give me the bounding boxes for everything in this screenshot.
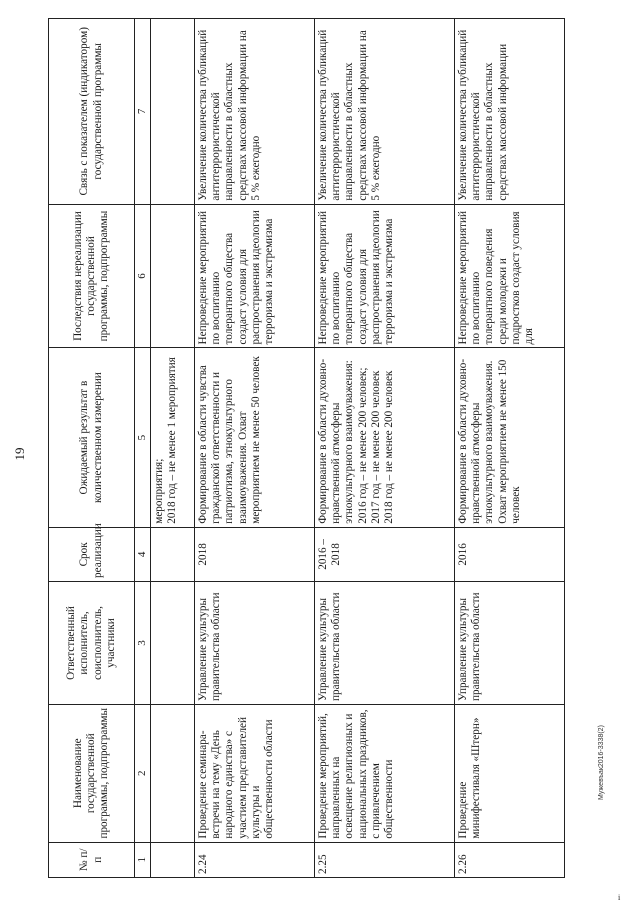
index-cell: 7 — [135, 19, 151, 205]
table-row — [194, 19, 314, 878]
header-indicator: Связь с показателем (индикатором) государственной программы — [49, 19, 135, 205]
rotated-table-container — [48, 18, 588, 878]
index-cell: 1 — [135, 842, 151, 877]
row-program-name — [150, 704, 194, 842]
program-table — [48, 18, 565, 878]
table-row — [454, 19, 564, 878]
table-header-row — [49, 19, 135, 878]
header-term: Срок реализации — [49, 527, 135, 581]
row-result: мероприятия; 2018 год – не менее 1 мероприятия — [150, 348, 194, 527]
document-footer-code: Мужевъак2016-3338(2) — [598, 725, 605, 800]
row-consequence: Непроведение мероприятий по воспитанию толерантного общества создаст условия для распространения идеологии терроризма и экстремизма — [194, 204, 314, 348]
header-executor: Ответственный исполнитель, соисполнитель, участники — [49, 581, 135, 704]
row-term — [150, 527, 194, 581]
row-term: 2016 – 2018 — [314, 527, 454, 581]
row-indicator: Увеличение количества публикаций антитеррористической направленности в областных средствах массовой информации на 5 % ежегодно — [314, 19, 454, 205]
row-result: Формирование в области духовно-нравственной атмосферы этнокультурного взаимоуважения. Охват мероприятием не менее 150 человек — [454, 348, 564, 527]
column-index-row — [135, 19, 151, 878]
page-number: 19 — [12, 447, 27, 461]
row-program-name: Проведение мероприятий, направленных на освещение религиозных и национальных праздников, с привлечением общественности — [314, 704, 454, 842]
row-number: 2.25 — [314, 842, 454, 877]
document-page — [48, 18, 588, 878]
margin-mark: i — [618, 893, 621, 902]
row-consequence: Непроведение мероприятий по воспитанию толерантного общества создаст условия для распространения идеологии терроризма и экстремизма — [314, 204, 454, 348]
row-result: Формирование в области чувства гражданской ответственности и патриотизма, этнокультурного взаимоуважения. Охват мероприятием не менее 50 человек — [194, 348, 314, 527]
header-number: № п/п — [49, 842, 135, 877]
row-indicator: Увеличение количества публикаций антитеррористической направленности в областных средствах массовой информации — [454, 19, 564, 205]
header-consequence: Последствия нереализации государственной программы, подпрограммы — [49, 204, 135, 348]
table-row — [314, 19, 454, 878]
table-row — [150, 19, 194, 878]
row-consequence: Непроведение мероприятий по воспитанию толерантного поведения среди молодежи и подростков создаст условия для — [454, 204, 564, 348]
index-cell: 3 — [135, 581, 151, 704]
index-cell: 6 — [135, 204, 151, 348]
row-indicator — [150, 19, 194, 205]
header-result: Ожидаемый результат в количественном измерении — [49, 348, 135, 527]
row-program-name: Проведение семинара-встречи на тему «День народного единства» с участием представителей культуры и общественности области — [194, 704, 314, 842]
row-indicator: Увеличение количества публикаций антитеррористической направленности в областных средствах массовой информации на 5 % ежегодно — [194, 19, 314, 205]
row-number — [150, 842, 194, 877]
index-cell: 5 — [135, 348, 151, 527]
index-cell: 2 — [135, 704, 151, 842]
row-program-name: Проведение минифестиваля «Штерн» — [454, 704, 564, 842]
row-term: 2018 — [194, 527, 314, 581]
row-consequence — [150, 204, 194, 348]
row-number: 2.26 — [454, 842, 564, 877]
row-executor: Управление культуры правительства области — [314, 581, 454, 704]
header-program-name: Наименование государственной программы, подпрограммы — [49, 704, 135, 842]
row-number: 2.24 — [194, 842, 314, 877]
row-executor: Управление культуры правительства области — [194, 581, 314, 704]
row-term: 2016 — [454, 527, 564, 581]
index-cell: 4 — [135, 527, 151, 581]
row-executor: Управление культуры правительства области — [454, 581, 564, 704]
row-result: Формирование в области духовно-нравственной атмосферы этнокультурного взаимоуважения: 2016 год – не менее 200 человек; 2017 год – не менее 200 человек 2018 год – не менее 200 человек — [314, 348, 454, 527]
row-executor — [150, 581, 194, 704]
